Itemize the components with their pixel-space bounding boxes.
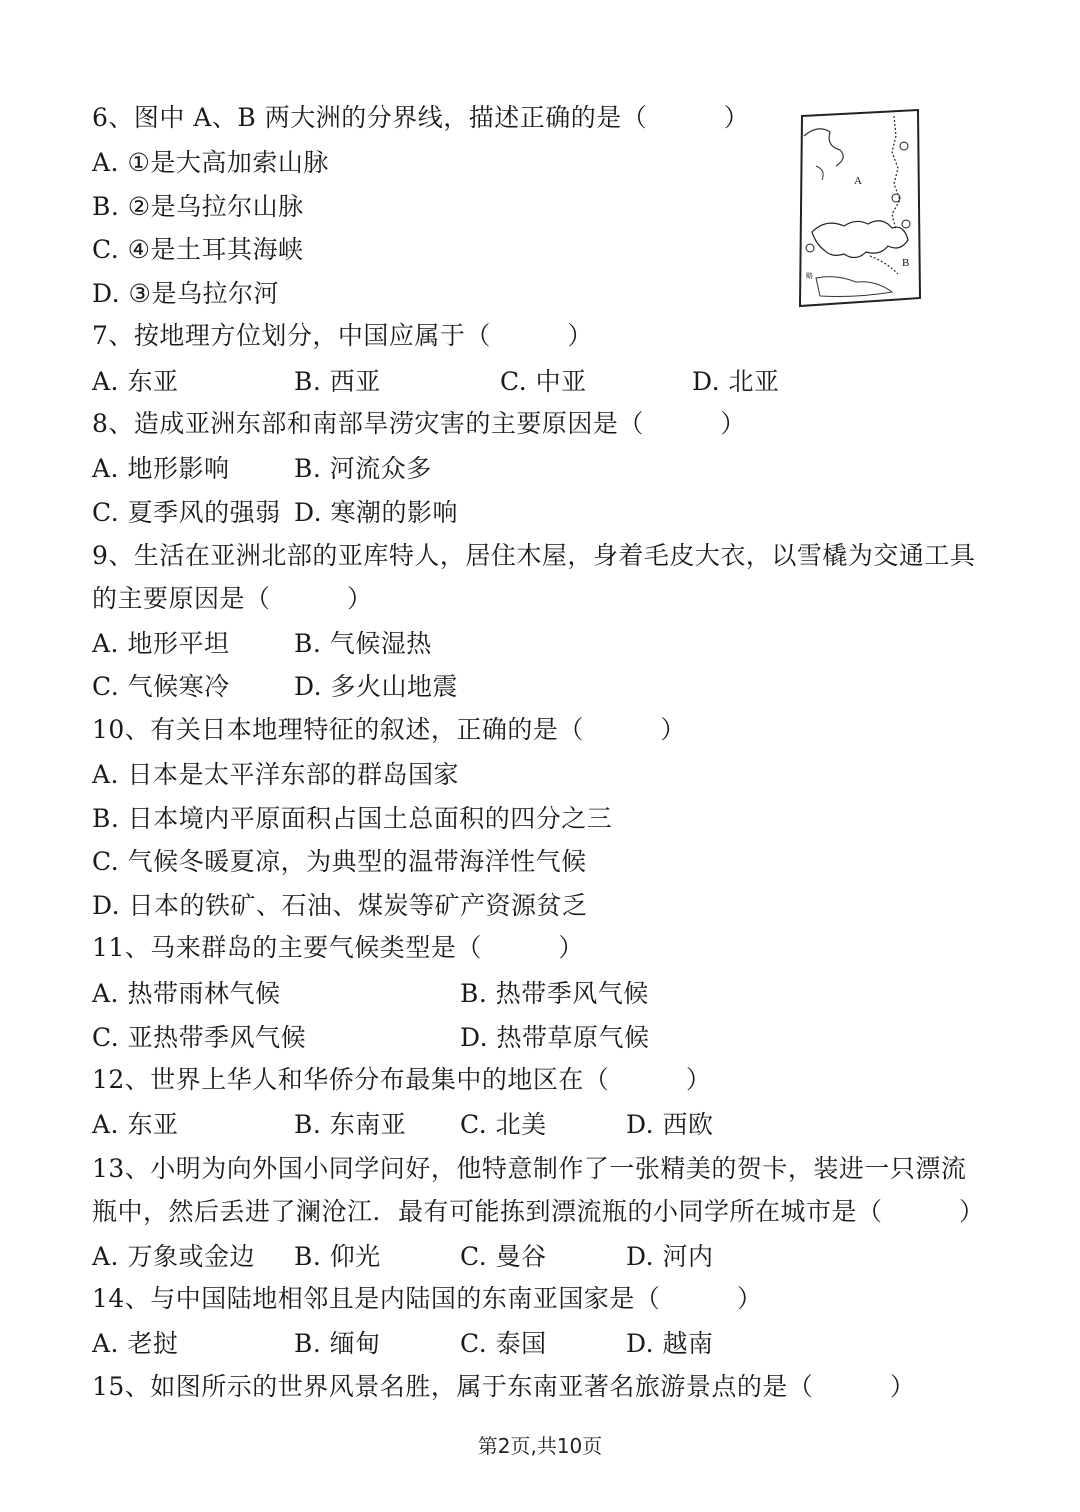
q15-stem: 15、如图所示的世界风景名胜，属于东南亚著名旅游景点的是（ ） bbox=[92, 1372, 916, 1401]
q8-option-a: A. 地形影响 bbox=[92, 454, 230, 483]
page-footer: 第2页,共10页 bbox=[477, 1434, 603, 1458]
q14-option-d: D. 越南 bbox=[626, 1329, 714, 1358]
q7-option-d: D. 北亚 bbox=[692, 367, 780, 396]
q10-option-d: D. 日本的铁矿、石油、煤炭等矿产资源贫乏 bbox=[92, 891, 588, 920]
q6-stem: 6、图中 A、B 两大洲的分界线，描述正确的是（ ） bbox=[92, 103, 750, 132]
q14-option-c: C. 泰国 bbox=[460, 1329, 547, 1358]
q9-stem-line2: 的主要原因是（ ） bbox=[92, 584, 373, 613]
q9-option-a: A. 地形平坦 bbox=[92, 629, 230, 658]
q12-option-d: D. 西欧 bbox=[626, 1110, 714, 1139]
q13-option-c: C. 曼谷 bbox=[460, 1242, 547, 1271]
q6-option-c: C. ④是土耳其海峡 bbox=[92, 235, 304, 264]
q13-stem-line2: 瓶中，然后丢进了澜沧江．最有可能拣到漂流瓶的小同学所在城市是（ ） bbox=[92, 1197, 985, 1226]
svg-text:略: 略 bbox=[806, 272, 813, 280]
q13-stem-line1: 13、小明为向外国小同学问好，他特意制作了一张精美的贺卡，装进一只漂流 bbox=[92, 1154, 967, 1183]
q11-option-d: D. 热带草原气候 bbox=[460, 1023, 650, 1052]
q8-option-b: B. 河流众多 bbox=[294, 454, 432, 483]
q14-option-a: A. 老挝 bbox=[92, 1329, 179, 1358]
q8-stem: 8、造成亚洲东部和南部旱涝灾害的主要原因是（ ） bbox=[92, 409, 746, 438]
q13-option-a: A. 万象或金边 bbox=[92, 1242, 255, 1271]
q6-map-figure bbox=[796, 106, 924, 310]
q7-option-c: C. 中亚 bbox=[500, 367, 587, 396]
q14-option-b: B. 缅甸 bbox=[294, 1329, 381, 1358]
q11-stem: 11、马来群岛的主要气候类型是（ ） bbox=[92, 933, 584, 962]
q10-option-b: B. 日本境内平原面积占国土总面积的四分之三 bbox=[92, 804, 613, 833]
q7-option-b: B. 西亚 bbox=[294, 367, 381, 396]
q10-option-a: A. 日本是太平洋东部的群岛国家 bbox=[92, 760, 459, 789]
q11-option-a: A. 热带雨林气候 bbox=[92, 979, 281, 1008]
q9-stem-line1: 9、生活在亚洲北部的亚库特人，居住木屋，身着毛皮大衣，以雪橇为交通工具 bbox=[92, 541, 976, 570]
q10-option-c: C. 气候冬暖夏凉，为典型的温带海洋性气候 bbox=[92, 847, 587, 876]
q7-option-a: A. 东亚 bbox=[92, 367, 179, 396]
q6-option-a: A. ①是大高加索山脉 bbox=[92, 148, 329, 177]
q9-option-c: C. 气候寒冷 bbox=[92, 672, 230, 701]
map-label-b: B bbox=[902, 257, 910, 269]
q13-option-d: D. 河内 bbox=[626, 1242, 714, 1271]
q12-option-a: A. 东亚 bbox=[92, 1110, 179, 1139]
q11-option-c: C. 亚热带季风气候 bbox=[92, 1023, 307, 1052]
q14-stem: 14、与中国陆地相邻且是内陆国的东南亚国家是（ ） bbox=[92, 1284, 763, 1313]
q11-option-b: B. 热带季风气候 bbox=[460, 979, 649, 1008]
q10-stem: 10、有关日本地理特征的叙述，正确的是（ ） bbox=[92, 715, 686, 744]
map-label-a: A bbox=[854, 175, 862, 187]
q6-option-b: B. ②是乌拉尔山脉 bbox=[92, 192, 304, 221]
q12-stem: 12、世界上华人和华侨分布最集中的地区在（ ） bbox=[92, 1065, 712, 1094]
q8-option-c: C. 夏季风的强弱 bbox=[92, 498, 281, 527]
q12-option-b: B. 东南亚 bbox=[294, 1110, 407, 1139]
q7-stem: 7、按地理方位划分，中国应属于（ ） bbox=[92, 321, 593, 350]
q6-option-d: D. ③是乌拉尔河 bbox=[92, 279, 279, 308]
q8-option-d: D. 寒潮的影响 bbox=[294, 498, 459, 527]
q9-option-d: D. 多火山地震 bbox=[294, 672, 459, 701]
q9-option-b: B. 气候湿热 bbox=[294, 629, 432, 658]
q12-option-c: C. 北美 bbox=[460, 1110, 547, 1139]
q13-option-b: B. 仰光 bbox=[294, 1242, 381, 1271]
